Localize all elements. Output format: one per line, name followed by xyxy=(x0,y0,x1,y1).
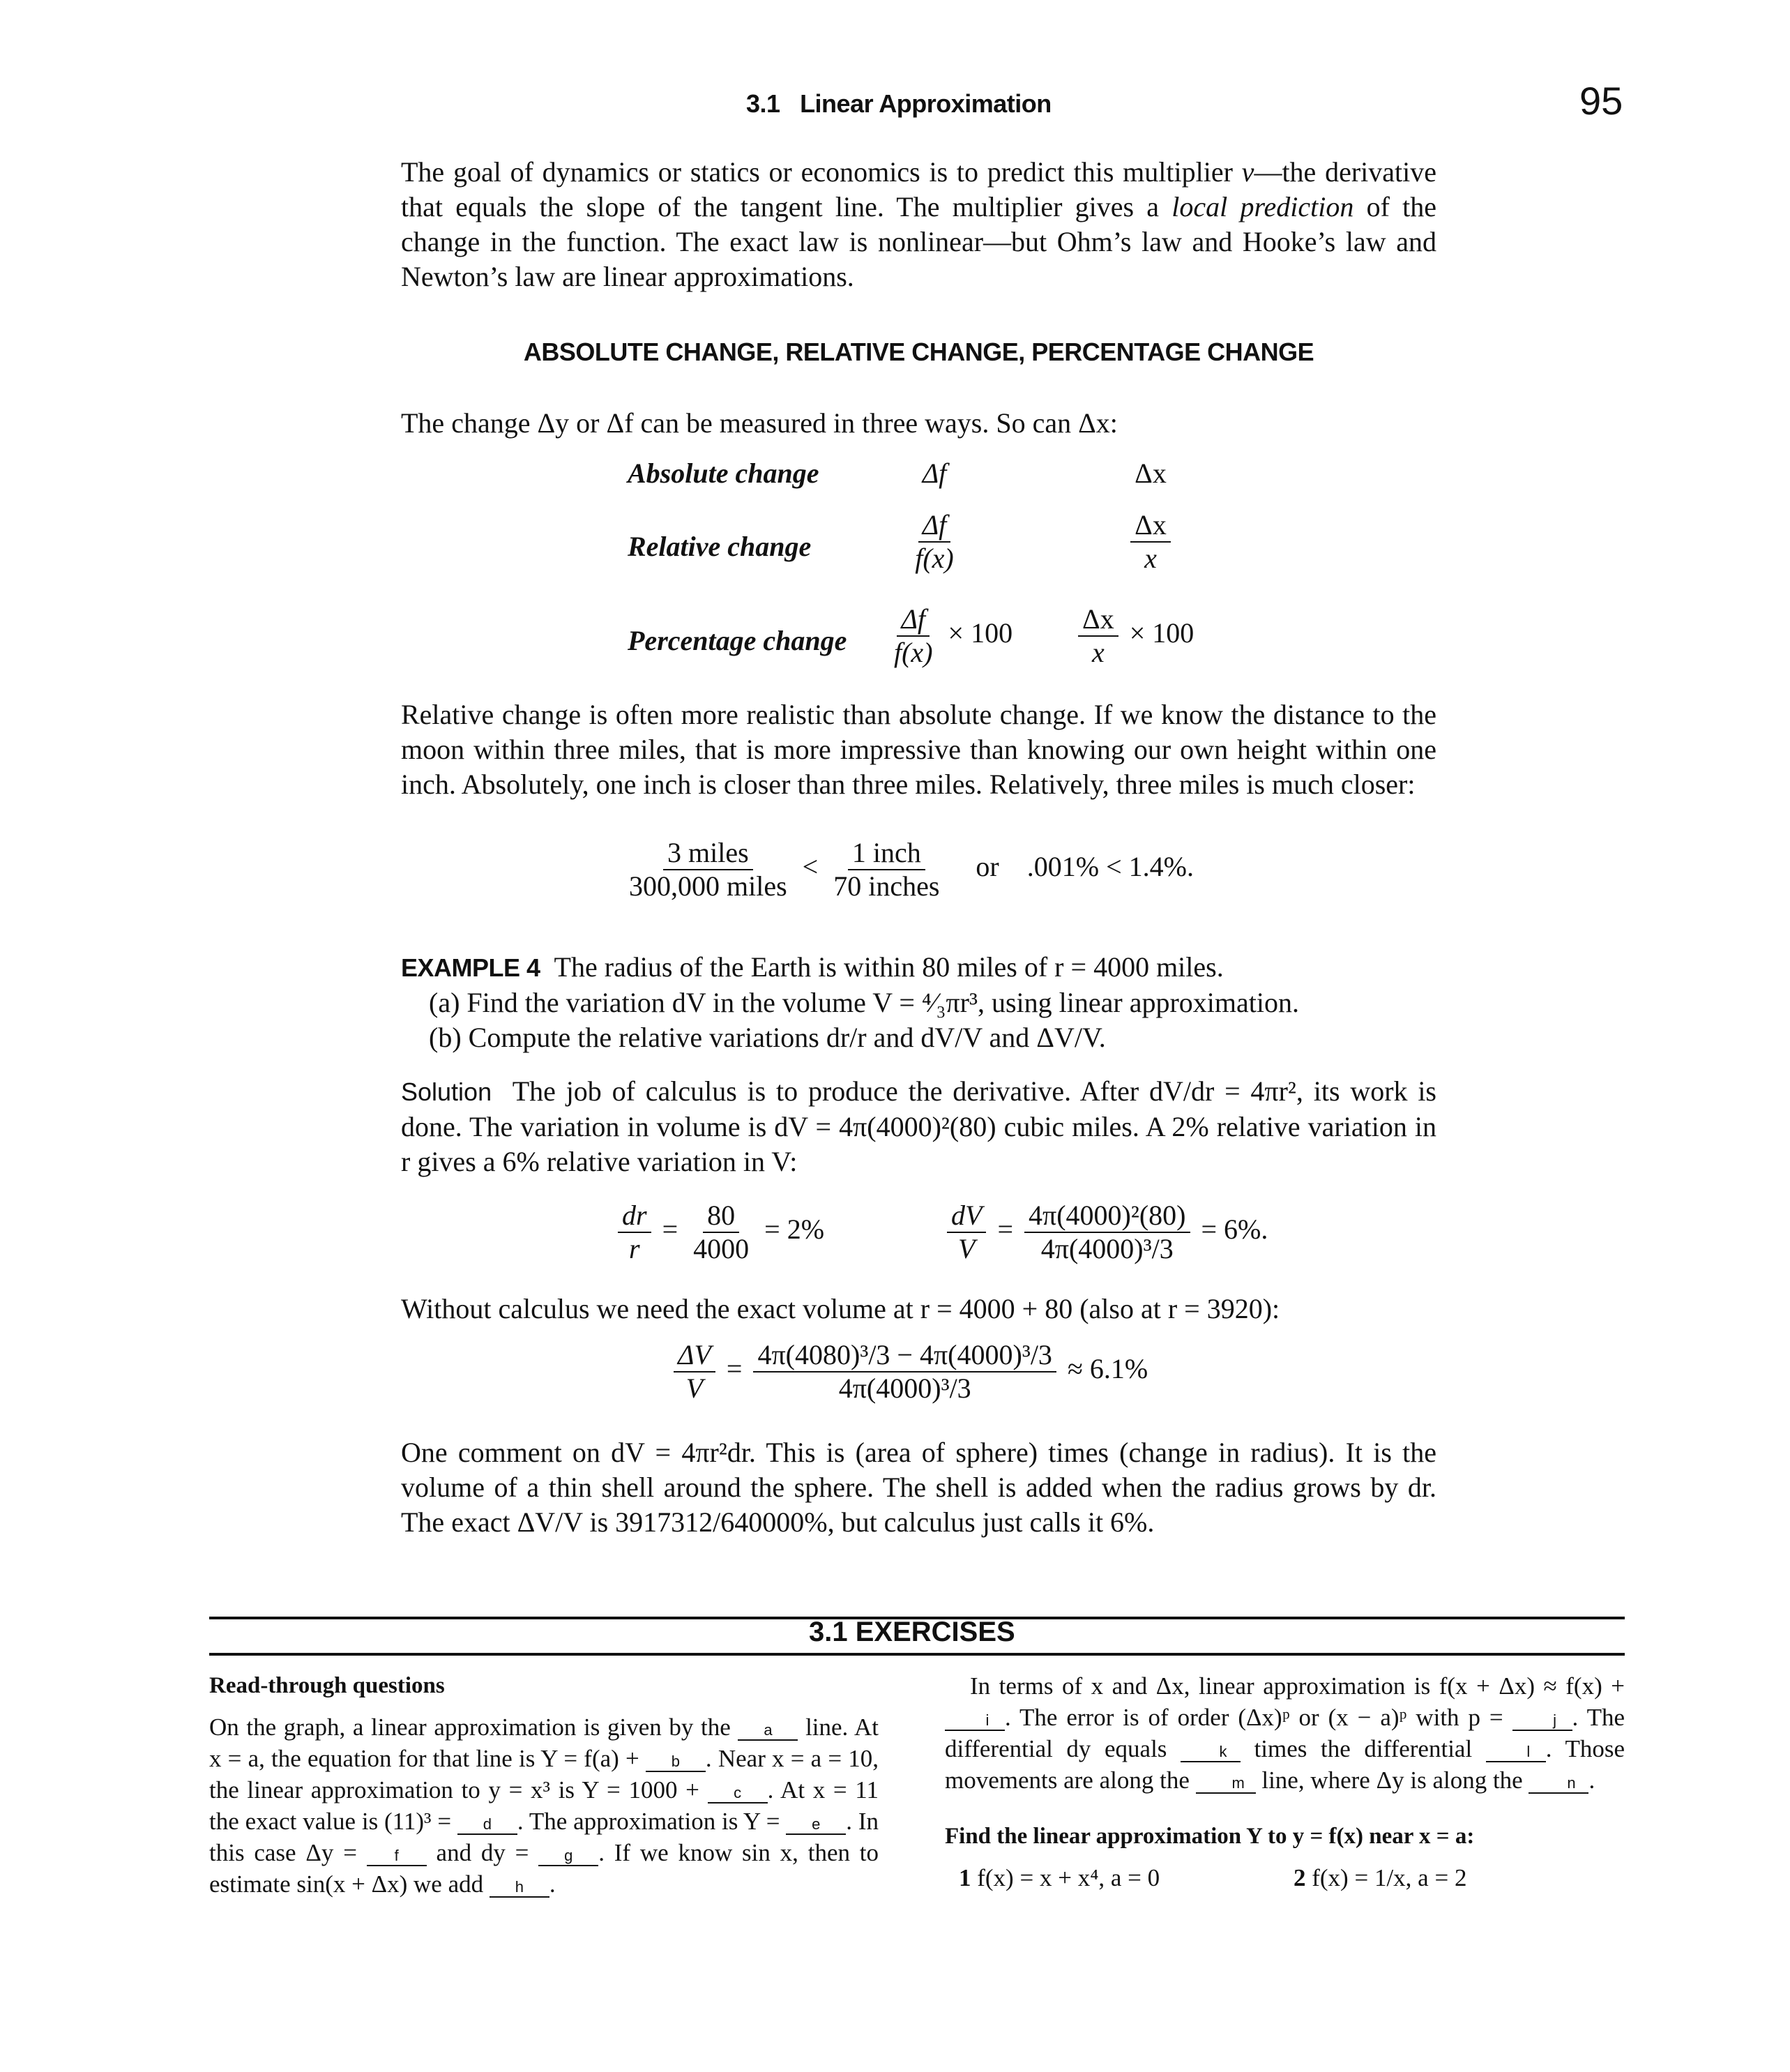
result-6-percent: = 6%. xyxy=(1201,1213,1268,1246)
denominator: V xyxy=(685,1372,704,1404)
table-row-relative xyxy=(628,509,1255,593)
paragraph-text: In terms of x and Δx, linear approximation is f(x + Δx) ≈ f(x) + xyxy=(970,1672,1625,1700)
denominator: f(x) xyxy=(915,543,954,574)
paragraph-text: line, where Δy is along the xyxy=(1255,1767,1529,1794)
problem-1 xyxy=(959,1862,1160,1893)
percent-comparison: .001% < 1.4%. xyxy=(1026,851,1194,883)
blank-d[interactable]: d xyxy=(457,1815,517,1835)
numerator: Δf xyxy=(897,603,930,637)
find-heading: Find the linear approximation Y to y = f(x) near x = a: xyxy=(945,1824,1475,1849)
blank-i[interactable]: i xyxy=(945,1711,1005,1731)
example-label: EXAMPLE 4 xyxy=(401,953,540,982)
readthrough-paragraph-right xyxy=(945,1670,1625,1796)
denominator: 4π(4000)³/3 xyxy=(838,1372,971,1404)
blank-j[interactable]: j xyxy=(1512,1711,1572,1731)
paragraph-text: On the graph, a linear approximation is given by the xyxy=(209,1714,738,1741)
denominator: x xyxy=(1091,637,1105,668)
moon-equation xyxy=(621,837,1194,902)
section-number: 3.1 xyxy=(746,89,780,118)
times-100: × 100 xyxy=(948,617,1013,649)
numerator: 4π(4080)³/3 − 4π(4000)³/3 xyxy=(753,1339,1056,1372)
result-2-percent: = 2% xyxy=(764,1213,825,1246)
blank-k[interactable]: k xyxy=(1181,1743,1241,1762)
result-6-1-percent: ≈ 6.1% xyxy=(1067,1353,1148,1385)
or-text: or xyxy=(976,851,999,883)
example-4 xyxy=(401,950,1436,1055)
denominator: r xyxy=(629,1233,640,1264)
paragraph-text: . The approximation is Y = xyxy=(517,1808,787,1835)
exercises-title: 3.1 EXERCISES xyxy=(809,1617,1015,1647)
problem-2 xyxy=(1294,1862,1466,1893)
percentage-x-fraction xyxy=(1074,603,1269,669)
relative-paragraph-text: Relative change is often more realistic than absolute change. If we know the distance to the moon within three miles, that is more impressive than knowing our own height within one inch. Absolutely, one inch is closer than three miles. Relatively, three miles is much closer: xyxy=(401,699,1436,800)
readthrough-heading: Read-through questions xyxy=(209,1673,445,1698)
denominator: 300,000 miles xyxy=(629,870,787,902)
numerator: 1 inch xyxy=(848,837,925,870)
equation-relative-variations: $\frac{dr}{r}$ = $\frac{80}{4000}$ = 2% $\frac{dV}{V}$ = $\frac{\text{4π(4000)²(80)}}{\text{4π(4000)³/3}}$ = 6%. xyxy=(614,1200,1268,1265)
intro-paragraph xyxy=(401,155,1436,294)
solution-label: Solution xyxy=(401,1077,492,1106)
comment-paragraph xyxy=(401,1435,1436,1540)
blank-g[interactable]: g xyxy=(538,1847,598,1866)
running-head-title xyxy=(746,89,1052,119)
readthrough-column-right xyxy=(945,1670,1625,1897)
less-than: < xyxy=(802,851,819,883)
paragraph-text: line. At x = a, the equation for that line is Y = f(a) + xyxy=(209,1714,879,1772)
denominator: 70 inches xyxy=(833,870,940,902)
paragraph-text: . Those movements are along the xyxy=(945,1735,1625,1794)
paragraph-text: . At x = 11 the exact value is (11)³ = xyxy=(209,1776,879,1835)
example-statement: The radius of the Earth is within 80 miles of r = 4000 miles. xyxy=(554,951,1224,983)
numerator: 3 miles xyxy=(663,837,753,870)
delta-f: Δf xyxy=(922,457,947,489)
blank-h[interactable]: h xyxy=(490,1878,549,1898)
delta-x: Δx xyxy=(1135,457,1167,489)
paragraph-text: . xyxy=(549,1870,556,1898)
paragraph-text: . If we know sin x, then to estimate sin(x + Δx) we add xyxy=(209,1839,879,1898)
row-label: Percentage change xyxy=(628,625,847,656)
without-calculus: Without calculus we need the exact volume at r = 4000 + 80 (also at r = 3920): xyxy=(401,1293,1280,1324)
paragraph-text: . The error is of order (Δx)ᵖ or (x − a)ᵖ with p = xyxy=(1005,1704,1512,1731)
relative-f-fraction xyxy=(886,509,983,575)
row-label: Relative change xyxy=(628,531,812,562)
emphasis-local-prediction: local prediction xyxy=(1171,191,1354,222)
paragraph-text: and dy = xyxy=(426,1839,539,1866)
example-part-a: (a) Find the variation dV in the volume V = ⁴⁄₃πr³, using linear approximation. xyxy=(429,987,1300,1018)
numerator: Δx xyxy=(1130,509,1171,543)
blank-a[interactable]: a xyxy=(738,1721,798,1741)
numerator: 80 xyxy=(703,1200,739,1233)
var-v: v xyxy=(1241,156,1254,188)
blank-c[interactable]: c xyxy=(708,1784,768,1803)
blank-f[interactable]: f xyxy=(367,1847,427,1866)
blank-n[interactable]: n xyxy=(1529,1774,1588,1794)
intro-text-2: —the derivative that equals the slope of the tangent line. The multiplier gives a xyxy=(401,156,1436,222)
relative-x-fraction xyxy=(1074,509,1227,575)
intro-text-3: of the change in the function. The exact law is nonlinear—but Ohm’s law and Hooke’s law and Newton’s law are linear approximations. xyxy=(401,191,1436,292)
denominator: x xyxy=(1144,543,1157,574)
page-number: 95 xyxy=(1579,79,1623,123)
solution xyxy=(401,1074,1436,1179)
numerator: dr xyxy=(618,1200,651,1233)
denominator: 4π(4000)³/3 xyxy=(1040,1233,1174,1264)
numerator: dV xyxy=(947,1200,986,1233)
readthrough-column xyxy=(209,1670,879,1900)
problem-text: f(x) = 1/x, a = 2 xyxy=(1312,1864,1467,1891)
problem-list xyxy=(945,1862,1625,1897)
table-row-percentage xyxy=(628,603,1255,687)
relative-paragraph xyxy=(401,697,1436,802)
numerator: Δf xyxy=(918,509,951,543)
readthrough-paragraph xyxy=(209,1711,879,1900)
blank-m[interactable]: m xyxy=(1196,1774,1256,1794)
section-heading: ABSOLUTE CHANGE, RELATIVE CHANGE, PERCENTAGE CHANGE xyxy=(523,338,1314,366)
section-title: Linear Approximation xyxy=(800,89,1052,118)
percentage-f-fraction xyxy=(886,603,1067,669)
paragraph-text: . xyxy=(1588,1767,1595,1794)
row-label: Absolute change xyxy=(628,457,819,489)
denominator: 4000 xyxy=(693,1233,750,1264)
numerator: Δx xyxy=(1078,603,1118,637)
change-intro: The change Δy or Δf can be measured in three ways. So can Δx: xyxy=(401,407,1118,439)
blank-b[interactable]: b xyxy=(646,1753,706,1772)
problem-number: 2 xyxy=(1294,1864,1306,1891)
times-100: × 100 xyxy=(1129,617,1194,649)
blank-e[interactable]: e xyxy=(786,1815,846,1835)
exercises-bottom-rule xyxy=(209,1653,1625,1656)
comment-text: One comment on dV = 4πr²dr. This is (area of sphere) times (change in radius). It is the volume of a thin shell around the sphere. The shell is added when the radius grows by dr. The exact ΔV/V is 3917312/640000%, but calculus just calls it 6%. xyxy=(401,1437,1436,1538)
problem-text: f(x) = x + x⁴, a = 0 xyxy=(977,1864,1160,1891)
paragraph-text: . Near x = a = 10, the linear approximation to y = x³ is Y = 1000 + xyxy=(209,1745,879,1803)
paragraph-text: times the differential xyxy=(1241,1735,1486,1762)
solution-text: The job of calculus is to produce the derivative. After dV/dr = 4πr², its work is done. The variation in volume is dV = 4π(4000)²(80) cubic miles. A 2% relative variation in r gives a 6% relative variation in V: xyxy=(401,1075,1436,1177)
paragraph-text: . In this case Δy = xyxy=(209,1808,879,1866)
example-part-b: (b) Compute the relative variations dr/r and dV/V and ΔV/V. xyxy=(429,1022,1106,1053)
denominator: V xyxy=(958,1233,976,1264)
problem-number: 1 xyxy=(959,1864,971,1891)
equation-exact-variation: $\frac{\Delta V}{V}$ = $\frac{\text{4π(4080)³/3 − 4π(4000)³/3}}{\text{4π(4000)³/3}}$ ≈ 6.1% xyxy=(669,1339,1148,1405)
numerator: ΔV xyxy=(674,1339,715,1372)
intro-text-1: The goal of dynamics or statics or economics is to predict this multiplier xyxy=(401,156,1242,188)
denominator: f(x) xyxy=(894,637,933,668)
paragraph-text: . The differential dy equals xyxy=(945,1704,1625,1762)
blank-l[interactable]: l xyxy=(1486,1743,1546,1762)
numerator: 4π(4000)²(80) xyxy=(1024,1200,1190,1233)
